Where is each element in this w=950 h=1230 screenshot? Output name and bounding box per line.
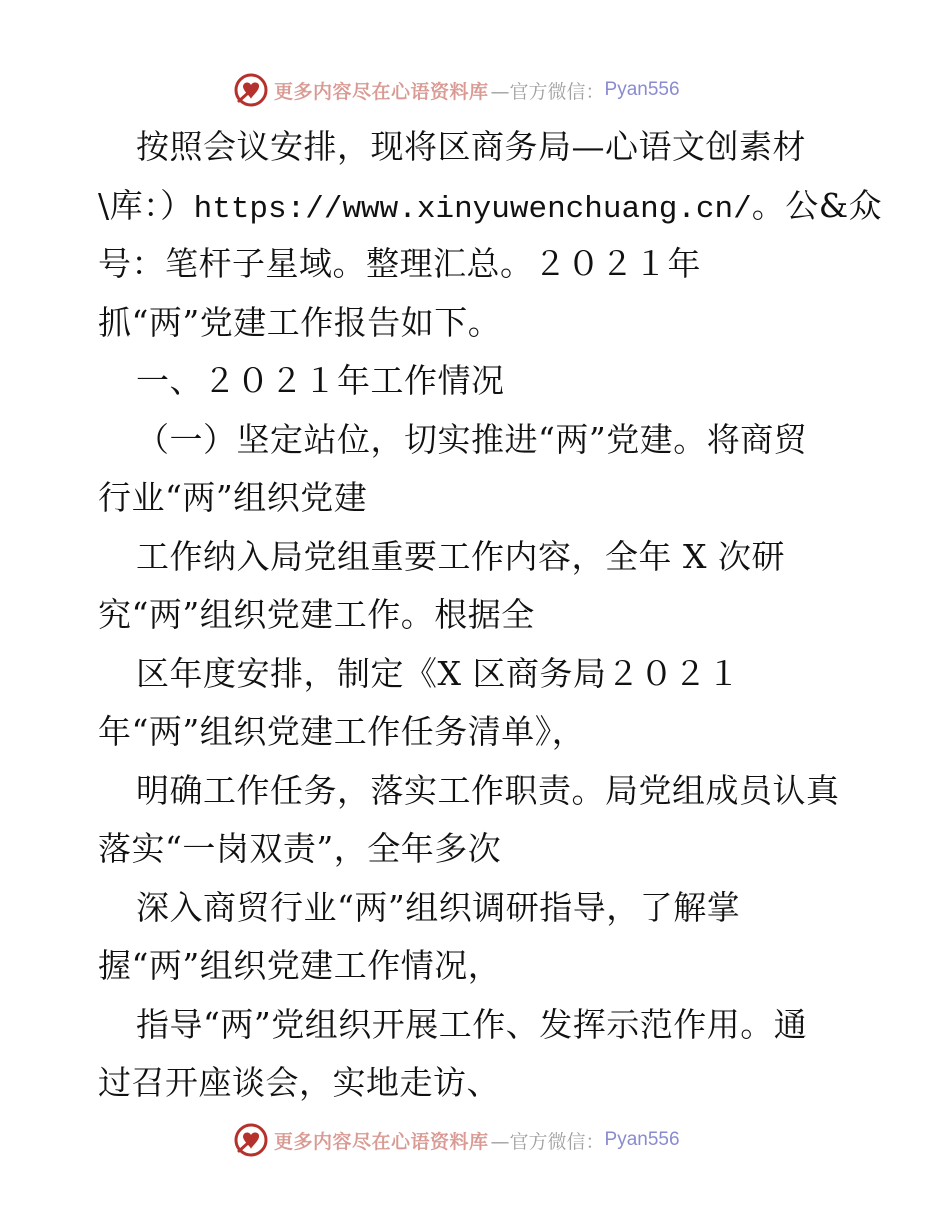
- paragraph-line: [98, 937, 858, 996]
- document-body: [98, 118, 883, 1113]
- paragraph-line: [98, 586, 858, 645]
- line-text: 年“两”组织党建工作任务清单》，: [98, 712, 586, 751]
- line-text: 指导“两”党组织开展工作、发挥示范作用。通: [136, 1004, 808, 1044]
- paragraph-line: [98, 996, 858, 1055]
- line-text: 究“两”组织党建工作。根据全: [98, 595, 535, 634]
- line-text: 落实“一岗双责”，全年多次: [98, 829, 502, 868]
- paragraph-line: [98, 235, 858, 294]
- stylized-heart-logo-icon: [234, 73, 268, 107]
- line-text: （一）坚定站位，切实推进“两”党建。将商贸: [136, 419, 808, 459]
- paragraph-line: [98, 1054, 858, 1113]
- watermark-wechat-id: Pyan556: [604, 79, 680, 100]
- line-text: 工作纳入局党组重要工作内容，全年 X 次研: [136, 536, 785, 576]
- line-text: 明确工作任务，落实工作职责。局党组成员认真: [136, 770, 840, 810]
- line-text: 。公&众: [751, 185, 883, 225]
- watermark-main-text: 更多内容尽在心语资料库: [274, 1130, 489, 1153]
- watermark-header: [234, 72, 680, 108]
- watermark-wechat-id: Pyan556: [604, 1129, 680, 1150]
- paragraph-line: [98, 177, 883, 236]
- url-text: https://www.xinyuwenchuang.cn/: [193, 191, 752, 227]
- paragraph-line: [98, 528, 858, 587]
- paragraph-line: [98, 879, 858, 938]
- watermark-footer: [234, 1122, 680, 1158]
- paragraph-line: [98, 762, 858, 821]
- line-text: 抓“两”党建工作报告如下。: [98, 302, 502, 342]
- paragraph-line: [98, 118, 858, 177]
- line-text: \库：）: [98, 185, 194, 225]
- line-text: 一、２０２１年工作情况: [136, 361, 505, 400]
- line-text: 行业“两”组织党建: [98, 478, 368, 517]
- paragraph-line: [98, 411, 858, 470]
- line-text: 过召开座谈会，实地走访、: [98, 1063, 500, 1102]
- paragraph-line: [98, 820, 858, 879]
- line-text: 号：笔杆子星域。整理汇总。２０２１年: [98, 244, 701, 283]
- paragraph-line: [98, 469, 858, 528]
- paragraph-line: [98, 645, 858, 704]
- line-text: 握“两”组织党建工作情况，: [98, 946, 502, 985]
- stylized-heart-logo-icon: [234, 1123, 268, 1157]
- line-text: 区年度安排，制定《X 区商务局２０２１: [136, 653, 741, 693]
- line-text: 按照会议安排，现将区商务局—心语文创素材: [136, 127, 806, 166]
- line-text: 深入商贸行业“两”组织调研指导，了解掌: [136, 887, 741, 927]
- watermark-sub-text: —官方微信：: [490, 1130, 605, 1153]
- paragraph-line: [98, 352, 858, 411]
- watermark-main-text: 更多内容尽在心语资料库: [274, 80, 489, 103]
- watermark-sub-text: —官方微信：: [490, 80, 605, 103]
- paragraph-line: [98, 703, 858, 762]
- paragraph-line: [98, 294, 858, 353]
